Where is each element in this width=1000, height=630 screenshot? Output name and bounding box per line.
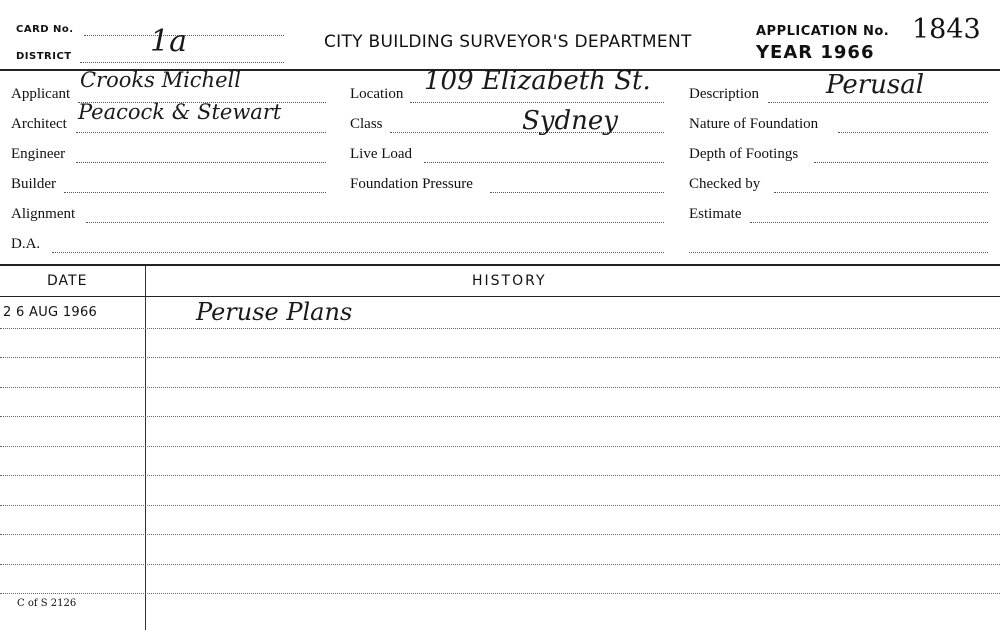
da-label: D.A.	[11, 236, 41, 252]
foundation-pressure-label: Foundation Pressure	[350, 176, 473, 192]
engineer-label: Engineer	[11, 146, 66, 162]
estimate-extra-line	[689, 252, 988, 253]
location-label: Location	[350, 86, 404, 102]
district-line	[80, 62, 284, 63]
foundation-pressure-line	[490, 192, 664, 193]
nature-foundation-label: Nature of Foundation	[689, 116, 819, 132]
history-entry-text: Peruse Plans	[196, 298, 353, 326]
history-header-rule	[0, 296, 1000, 297]
estimate-line	[750, 222, 988, 223]
checked-by-line	[774, 192, 988, 193]
history-rule	[0, 505, 1000, 506]
history-rule	[0, 357, 1000, 358]
history-top-rule	[0, 264, 1000, 266]
location-line	[410, 102, 664, 103]
history-rule	[0, 328, 1000, 329]
live-load-label: Live Load	[350, 146, 413, 162]
card-no-label: CARD No.	[16, 24, 74, 35]
live-load-line	[424, 162, 664, 163]
district-label: DISTRICT	[16, 51, 72, 62]
application-no-value: 1843	[912, 14, 981, 45]
history-rule	[0, 387, 1000, 388]
applicant-label: Applicant	[11, 86, 71, 102]
architect-label: Architect	[11, 116, 67, 132]
district-value: 1a	[150, 24, 187, 59]
builder-line	[64, 192, 326, 193]
history-header: HISTORY	[472, 273, 547, 289]
history-rule	[0, 416, 1000, 417]
history-entry-date: 2 6 AUG 1966	[3, 305, 98, 320]
history-rule	[0, 446, 1000, 447]
form-code: C of S 2126	[17, 598, 77, 609]
department-title: CITY BUILDING SURVEYOR'S DEPARTMENT	[324, 32, 692, 52]
history-rule	[0, 534, 1000, 535]
nature-foundation-line	[838, 132, 988, 133]
application-no-label: APPLICATION No.	[756, 24, 890, 39]
description-label: Description	[689, 86, 759, 102]
class-label: Class	[350, 116, 383, 132]
builder-label: Builder	[11, 176, 56, 192]
date-column-divider	[145, 266, 146, 630]
depth-footings-line	[814, 162, 988, 163]
da-line	[52, 252, 664, 253]
date-header: DATE	[47, 273, 88, 289]
engineer-line	[76, 162, 326, 163]
alignment-line	[86, 222, 664, 223]
class-value: Sydney	[522, 106, 618, 136]
history-rule	[0, 593, 1000, 594]
history-rule	[0, 564, 1000, 565]
history-rule	[0, 475, 1000, 476]
alignment-label: Alignment	[11, 206, 76, 222]
applicant-value: Crooks Michell	[80, 68, 241, 92]
architect-line	[76, 132, 326, 133]
depth-footings-label: Depth of Footings	[689, 146, 799, 162]
checked-by-label: Checked by	[689, 176, 761, 192]
description-value: Perusal	[826, 70, 925, 100]
description-line	[768, 102, 988, 103]
architect-value: Peacock & Stewart	[78, 100, 282, 124]
estimate-label: Estimate	[689, 206, 742, 222]
location-value: 109 Elizabeth St.	[424, 66, 651, 96]
year-label: YEAR 1966	[756, 42, 875, 63]
